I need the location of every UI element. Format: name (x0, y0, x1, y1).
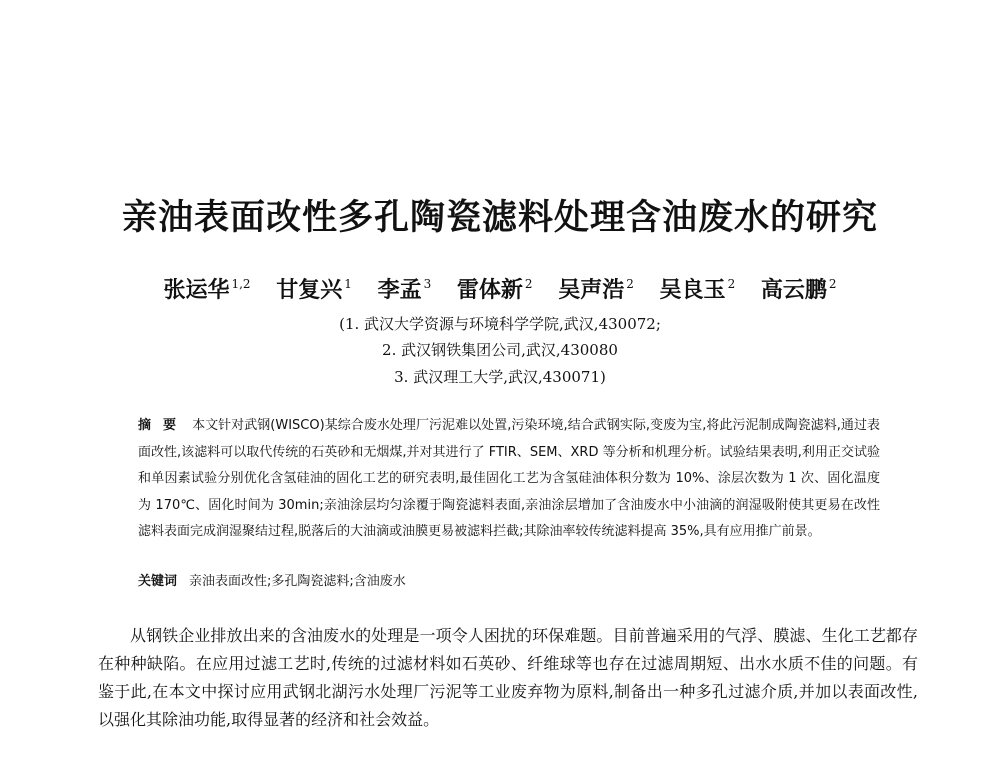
author-affiliation-mark: 1,2 (231, 277, 251, 291)
author (163, 273, 250, 304)
affiliation: 3. 武汉理工大学,武汉,430071) (394, 368, 606, 386)
author-affiliation-mark: 3 (423, 277, 432, 291)
author-affiliation-mark: 1 (344, 277, 352, 291)
author-affiliation-mark: 2 (524, 277, 533, 291)
author (457, 273, 533, 304)
author-list (0, 273, 1000, 304)
author-name: 甘复兴 (276, 277, 343, 303)
author (378, 273, 432, 304)
keywords (138, 570, 880, 589)
abstract-text: 本文针对武钢(WISCO)某综合废水处理厂污泥难以处置,污染环境,结合武钢实际,变废为宝,将此污泥制成陶瓷滤料,通过表面改性,该滤料可以取代传统的石英砂和无烟煤,并对其进行了 FTIR、SEM、XRD 等分析和机理分析。试验结果表明,利用正交试验和单因素试验分别优化含氢硅油的固化工艺的研究表明,最佳固化工艺为含氢硅油体积分数为 10%、涂层次数为 1 次、固化温度为 170℃、固化时间为 30min;亲油涂层均匀涂覆于陶瓷滤料表面,亲油涂层增加了含油废水中小油滴的润湿吸附使其更易在改性滤料表面完成润湿聚结过程,脱落后的大油滴或油膜更易被滤料拦截;其除油率较传统滤料提高 35%,具有应用推广前景。 (138, 418, 880, 539)
author-name: 雷体新 (456, 277, 523, 303)
paper-title: 亲油表面改性多孔陶瓷滤料处理含油废水的研究 (121, 198, 878, 238)
abstract (138, 413, 880, 546)
author-name: 张运华 (163, 277, 230, 303)
author-affiliation-mark: 2 (727, 277, 736, 291)
author (276, 273, 352, 304)
keywords-label: 关键词 (138, 574, 178, 589)
author-name: 吴声浩 (558, 277, 625, 303)
affiliation: 2. 武汉钢铁集团公司,武汉,430080 (382, 341, 618, 359)
author-name: 吴良玉 (659, 277, 726, 303)
abstract-label: 摘要 (138, 418, 189, 433)
author-name: 高云鹏 (760, 277, 827, 303)
author-name: 李孟 (377, 277, 422, 303)
author (558, 273, 634, 304)
keywords-text: 亲油表面改性;多孔陶瓷滤料;含油废水 (189, 574, 406, 589)
affiliation: (1. 武汉大学资源与环境科学学院,武汉,430072; (339, 315, 661, 333)
author (761, 273, 837, 304)
body-paragraph: 从钢铁企业排放出来的含油废水的处理是一项令人困扰的环保难题。目前普遍采用的气浮、膜滤、生化工艺都存在种种缺陷。在应用过滤工艺时,传统的过滤材料如石英砂、纤维球等也存在过滤周期短、出水水质不佳的问题。有鉴于此,在本文中探讨应用武钢北湖污水处理厂污泥等工业废弃物为原料,制备出一种多孔过滤介质,并加以表面改性,以强化其除油功能,取得显著的经济和社会效益。 (98, 626, 918, 729)
author-affiliation-mark: 2 (828, 277, 837, 291)
author (660, 273, 736, 304)
author-affiliation-mark: 2 (626, 277, 634, 291)
